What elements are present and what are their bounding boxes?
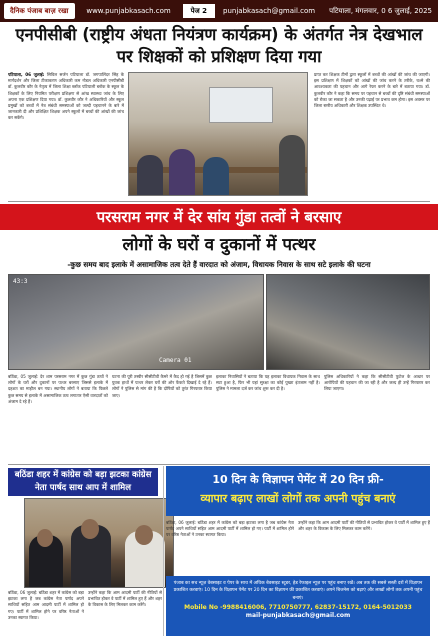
story3-body-continued: बठिंडा, 06 जुलाई: बठिंडा शहर में कांग्रेस को बड़ा झटका लगा है जब कांग्रेस नेता पार्षद अपने साथियों सहित आम आदमी पार्टी में शामिल हो गए। पार्टी में शामिल होने पर वरिष्ठ नेताओं ने उनका स्वागत किया। — [166, 520, 294, 538]
projector-screen — [209, 87, 273, 123]
story3-body-1: बठिंडा, 06 जुलाई: बठिंडा शहर में कांग्रेस को बड़ा झटका लगा है जब कांग्रेस नेता पार्षद अपने साथियों सहित आम आदमी पार्टी में शामिल हो गए। पार्टी में शामिल होने पर वरिष्ठ नेताओं ने उनका स्वागत किया। — [8, 590, 84, 620]
training-session-photo — [128, 72, 308, 196]
attendee-figure — [137, 155, 163, 195]
story1-body-2: प्राप्त कर शिक्षक टीमों द्वारा स्कूलों में बच्चों की आंखों की जांच की जाएगी। इस प्रशिक्षण में शिक्षकों को आंखों की जांच करने के तरीके, चश्मे की आवश्यकता की पहचान और आगे रेफर करने के बारे में बताया गया। डॉ. कुलवीर कौर ने कहा कि समय पर पहचान से बच्चों की दृष्टि संबंधी समस्याओं को रोका जा सकता है और उनकी पढ़ाई पर प्रभाव कम होगा। इस अवसर पर जिला स्तरीय अधिकारी और शिक्षक उपस्थित थे। — [314, 72, 430, 109]
issue-date: पटियाला, मंगलवार, 0 6 जुलाई, 2025 — [329, 6, 433, 15]
story2-column-4 — [324, 374, 430, 462]
email-link[interactable]: punjabkasach@gmail.com — [223, 7, 316, 15]
ad-mobile-numbers: Mobile No -9988416006, 7710750777, 62837-15172, 0164-5012033 — [184, 604, 412, 612]
newspaper-logo: दैनिक पंजाब बाज़ रखा — [4, 3, 75, 19]
masthead-bar — [0, 0, 438, 22]
story2-body-1: बठिंडा, 05 जुलाई: देर शाम परसराम नगर में कुछ गुंडा तत्वों ने लोगों के घरों और दुकानों पर पत्थर बरसाए जिससे इलाके में दहशत का माहौल बन गया। स्थानीय लोगों ने बताया कि पिछले कुछ समय से इलाके में असामाजिक तत्व लगातार ऐसी वारदातों को अंजाम दे रहे हैं। — [8, 374, 108, 404]
story1-body-1: सिविल सर्जन पटियाला डॉ. जगपालिंदर सिंह के मार्गदर्शन और जिला टीकाकरण अधिकारी कम नोडल अधिकारी एनपीसीबी डॉ. कुलवीर कौर के नेतृत्व में जिला शिक्षा ब्लॉक पटियाली ब्लॉक के स्कूल के शिक्षकों के लिए नियमित परीक्षण प्रशिक्षण से आंख स्वास्थ्य जांच के लिए अपना एक प्रशिक्षण दिया गया। डॉ. कुलवीर कौर ने अधिकारियों और स्कूल प्रमुखों को बच्चों में नेत्र संबंधी समस्याओं को जल्दी पहचानने के बारे में जानकारी दी और प्रशिक्षित शिक्षक अपने स्कूलों में बच्चों की आंखों की जांच कर सकेंगे। — [8, 72, 124, 121]
cctv-photo-street — [8, 274, 264, 370]
divider — [8, 201, 430, 202]
story2-body-2: घटना की पूरी तस्वीर सीसीटीवी कैमरे में कैद हो गई है जिसमें कुछ युवक हाथों में पत्थर लेकर घरों की ओर फेंकते दिखाई दे रहे हैं। लोगों ने पुलिस से मांग की है कि दोषियों को तुरंत गिरफ्तार किया जाए। — [112, 374, 212, 398]
story3-column-2 — [88, 590, 162, 636]
story2-body-4: पुलिस अधिकारियों ने कहा कि सीसीटीवी फुटेज के आधार पर आरोपियों की पहचान की जा रही है और जल्द ही उन्हें गिरफ्तार कर लिया जाएगा। — [324, 374, 430, 392]
story2-subheadline: -कुछ समय बाद इलाके में असामाजिक तत्व देते हैं वारदात को अंजाम, विधायक निवास के साथ सटे इलाके की घटना — [67, 260, 371, 269]
ad-offer-line: 10 दिन के विज्ञापन पेमेंट में 20 दिन फ्री- — [212, 473, 384, 486]
story1-headline: एनपीसीबी (राष्ट्रीय अंधता नियंत्रण कार्यक्रम) के अंतर्गत नेत्र देखभाल पर शिक्षकों को प्रशिक्षण दिया गया — [15, 25, 423, 66]
ad-tagline: व्यापार बढ़ाए लाखों लोगों तक अपनी पहुंच बनाएं — [200, 492, 396, 505]
cctv-camera-label: Camera 01 — [159, 357, 192, 364]
story1-column-2 — [314, 72, 430, 200]
page-number: पेज 2 — [183, 4, 215, 18]
story2-headline: लोगों के घरों व दुकानों में पत्थर — [122, 235, 316, 255]
attendee-figure — [203, 157, 229, 195]
advertisement-details[interactable] — [166, 576, 430, 636]
ad-body-text: पंजाब का सच न्यूज़ वेबसाइट व पेपर के साथ में अधिक बेवसाइट स्टूडर, हेड रेफाइल न्यूज़ पर पहुंच बनाए रखें। अब तक की सबसे सस्ती दरों में विज्ञापन प्रकाशित करवाएं। 10 दिन के विज्ञापन पेमेंट पर 20 दिन का विज्ञापन फ्री प्रकाशित करवाएं। अपने बिजनेस को बढ़ाएं और लाखों लोगों तक अपनी पहुंच बनाएं। — [173, 581, 423, 601]
story2-column-3 — [216, 374, 320, 462]
person-head — [135, 525, 153, 545]
story3-continuation-2 — [298, 520, 430, 574]
ad-email[interactable]: mail-punjabkasach@gmail.com — [245, 612, 351, 620]
story2-headline-band: परसराम नगर में देर सांय गुंडा तत्वों ने बरसाए — [0, 204, 438, 230]
person-head — [37, 529, 53, 547]
attendee-figure — [169, 149, 195, 195]
story1-dateline: पटियाला, 06 जुलाई: — [8, 72, 45, 77]
story3-column-1 — [8, 590, 84, 636]
presenter-figure — [279, 135, 305, 195]
story2-body-3: इलाका निवासियों ने बताया कि यह इलाका विधायक निवास के साथ सटा हुआ है, फिर भी यहां सुरक्षा का कोई पुख्ता इंतजाम नहीं है। पुलिस ने मामला दर्ज कर जांच शुरू कर दी है। — [216, 374, 320, 392]
column-divider — [163, 466, 164, 636]
story3-headline: बठिंडा शहर में कांग्रेस को बड़ा झटका कांग्रेस नेता पार्षद साथ आप में शामिल — [8, 468, 158, 496]
website-link[interactable]: www.punjabkasach.com — [86, 7, 171, 15]
story1-column-1 — [8, 72, 124, 200]
cctv-photo-shop — [266, 274, 430, 370]
party-joining-photo — [24, 498, 174, 588]
story3-body-continued-2: उन्होंने कहा कि आम आदमी पार्टी की नीतियों से प्रभावित होकर वे पार्टी में शामिल हुए हैं और शहर के विकास के लिए मिलकर काम करेंगे। — [298, 520, 430, 532]
advertisement-banner[interactable] — [166, 466, 430, 516]
story3-continuation — [166, 520, 294, 574]
story2-column-2 — [112, 374, 212, 462]
story2-column-1 — [8, 374, 108, 462]
story3-body-2: उन्होंने कहा कि आम आदमी पार्टी की नीतियों से प्रभावित होकर वे पार्टी में शामिल हुए हैं और शहर के विकास के लिए मिलकर काम करेंगे। — [88, 590, 162, 608]
cctv-timestamp: 43:3 — [13, 278, 28, 285]
person-head — [81, 519, 99, 539]
divider — [8, 464, 430, 465]
